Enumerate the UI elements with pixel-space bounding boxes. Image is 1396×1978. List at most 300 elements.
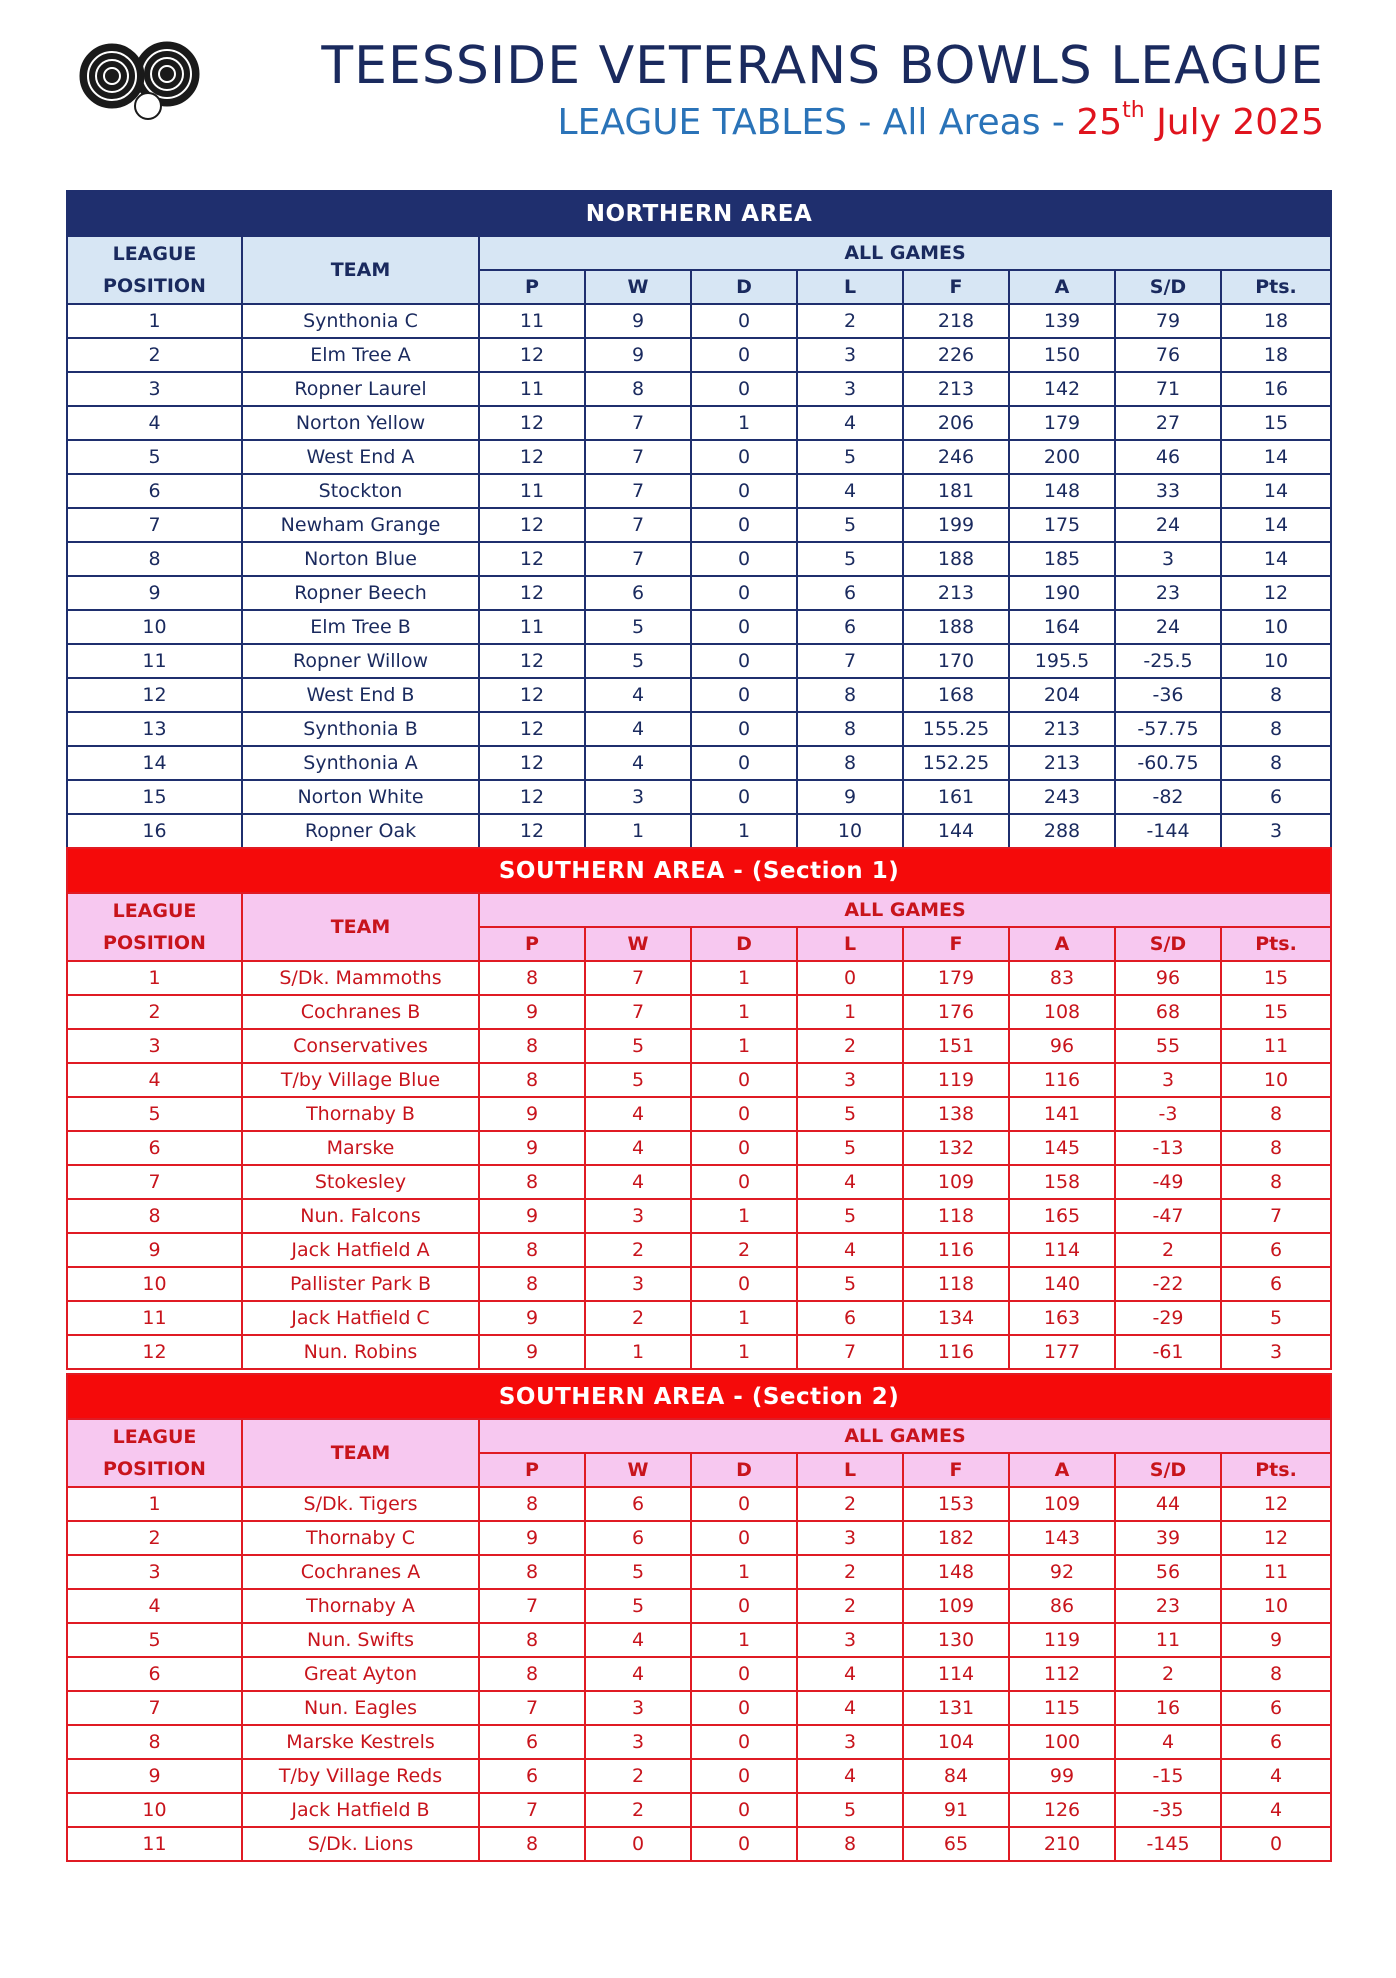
- cell-points: 14: [1221, 440, 1331, 474]
- table-row: [67, 338, 1331, 372]
- cell-lost: 8: [797, 712, 903, 746]
- cell-shot-diff: 55: [1115, 1029, 1221, 1063]
- col-p-header: P: [479, 1453, 585, 1487]
- team-header: TEAM: [242, 893, 479, 961]
- cell-for: 218: [903, 304, 1009, 338]
- cell-lost: 5: [797, 1097, 903, 1131]
- all-games-header: ALL GAMES: [479, 893, 1331, 927]
- cell-against: 100: [1009, 1725, 1115, 1759]
- cell-team: Nun. Falcons: [242, 1199, 479, 1233]
- cell-points: 9: [1221, 1623, 1331, 1657]
- cell-won: 3: [585, 1199, 691, 1233]
- cell-team: Thornaby C: [242, 1521, 479, 1555]
- cell-team: Marske: [242, 1131, 479, 1165]
- cell-points: 7: [1221, 1199, 1331, 1233]
- cell-shot-diff: -25.5: [1115, 644, 1221, 678]
- col-l-header: L: [797, 927, 903, 961]
- cell-position: 2: [67, 995, 242, 1029]
- cell-against: 175: [1009, 508, 1115, 542]
- cell-against: 288: [1009, 814, 1115, 848]
- cell-team: Ropner Beech: [242, 576, 479, 610]
- cell-points: 0: [1221, 1827, 1331, 1861]
- cell-played: 8: [479, 1555, 585, 1589]
- cell-lost: 5: [797, 1793, 903, 1827]
- cell-won: 6: [585, 1521, 691, 1555]
- cell-lost: 3: [797, 1725, 903, 1759]
- cell-played: 12: [479, 814, 585, 848]
- cell-against: 86: [1009, 1589, 1115, 1623]
- cell-shot-diff: 23: [1115, 576, 1221, 610]
- cell-against: 165: [1009, 1199, 1115, 1233]
- cell-lost: 6: [797, 576, 903, 610]
- cell-shot-diff: -144: [1115, 814, 1221, 848]
- cell-won: 2: [585, 1759, 691, 1793]
- cell-position: 1: [67, 304, 242, 338]
- cell-points: 18: [1221, 304, 1331, 338]
- cell-drawn: 0: [691, 712, 797, 746]
- cell-points: 12: [1221, 1521, 1331, 1555]
- cell-position: 11: [67, 1827, 242, 1861]
- cell-played: 12: [479, 338, 585, 372]
- table-row: [67, 576, 1331, 610]
- cell-team: Great Ayton: [242, 1657, 479, 1691]
- cell-drawn: 0: [691, 372, 797, 406]
- cell-won: 4: [585, 746, 691, 780]
- cell-played: 9: [479, 1335, 585, 1369]
- cell-won: 4: [585, 678, 691, 712]
- cell-position: 9: [67, 1759, 242, 1793]
- cell-drawn: 0: [691, 1725, 797, 1759]
- cell-points: 6: [1221, 1725, 1331, 1759]
- cell-shot-diff: 23: [1115, 1589, 1221, 1623]
- cell-shot-diff: -82: [1115, 780, 1221, 814]
- cell-for: 179: [903, 961, 1009, 995]
- cell-won: 9: [585, 338, 691, 372]
- cell-for: 84: [903, 1759, 1009, 1793]
- cell-position: 16: [67, 814, 242, 848]
- cell-against: 158: [1009, 1165, 1115, 1199]
- cell-won: 4: [585, 1131, 691, 1165]
- cell-position: 7: [67, 508, 242, 542]
- cell-drawn: 0: [691, 1759, 797, 1793]
- table-row: [67, 1267, 1331, 1301]
- cell-played: 6: [479, 1759, 585, 1793]
- cell-position: 1: [67, 1487, 242, 1521]
- cell-team: Cochranes B: [242, 995, 479, 1029]
- cell-won: 2: [585, 1301, 691, 1335]
- cell-points: 15: [1221, 961, 1331, 995]
- cell-drawn: 1: [691, 961, 797, 995]
- table-row: [67, 712, 1331, 746]
- cell-shot-diff: 2: [1115, 1233, 1221, 1267]
- cell-against: 139: [1009, 304, 1115, 338]
- cell-points: 3: [1221, 1335, 1331, 1369]
- cell-lost: 5: [797, 1267, 903, 1301]
- cell-played: 12: [479, 508, 585, 542]
- cell-for: 109: [903, 1165, 1009, 1199]
- cell-points: 12: [1221, 576, 1331, 610]
- table-row: [67, 814, 1331, 848]
- cell-against: 108: [1009, 995, 1115, 1029]
- cell-position: 7: [67, 1691, 242, 1725]
- league-position-header: LEAGUE POSITION: [67, 893, 242, 961]
- cell-played: 8: [479, 1657, 585, 1691]
- cell-won: 3: [585, 1725, 691, 1759]
- cell-points: 12: [1221, 1487, 1331, 1521]
- cell-points: 8: [1221, 678, 1331, 712]
- cell-played: 12: [479, 712, 585, 746]
- cell-points: 6: [1221, 1267, 1331, 1301]
- cell-played: 8: [479, 1063, 585, 1097]
- cell-position: 9: [67, 1233, 242, 1267]
- cell-shot-diff: -61: [1115, 1335, 1221, 1369]
- cell-shot-diff: -15: [1115, 1759, 1221, 1793]
- cell-drawn: 0: [691, 610, 797, 644]
- cell-position: 4: [67, 406, 242, 440]
- cell-position: 3: [67, 1029, 242, 1063]
- cell-played: 12: [479, 576, 585, 610]
- cell-lost: 3: [797, 1623, 903, 1657]
- cell-team: Stokesley: [242, 1165, 479, 1199]
- cell-against: 143: [1009, 1521, 1115, 1555]
- page-subtitle: [557, 98, 1324, 143]
- cell-won: 0: [585, 1827, 691, 1861]
- cell-drawn: 1: [691, 1623, 797, 1657]
- cell-against: 204: [1009, 678, 1115, 712]
- cell-points: 6: [1221, 780, 1331, 814]
- cell-won: 7: [585, 995, 691, 1029]
- cell-won: 5: [585, 610, 691, 644]
- cell-won: 7: [585, 474, 691, 508]
- cell-points: 8: [1221, 1097, 1331, 1131]
- league-position-header: LEAGUE POSITION: [67, 1419, 242, 1487]
- cell-for: 213: [903, 576, 1009, 610]
- cell-won: 7: [585, 406, 691, 440]
- cell-position: 12: [67, 678, 242, 712]
- cell-played: 8: [479, 1029, 585, 1063]
- cell-position: 15: [67, 780, 242, 814]
- cell-drawn: 0: [691, 644, 797, 678]
- table-row: [67, 995, 1331, 1029]
- cell-lost: 4: [797, 1691, 903, 1725]
- cell-drawn: 0: [691, 746, 797, 780]
- cell-team: Thornaby A: [242, 1589, 479, 1623]
- table-row: [67, 1725, 1331, 1759]
- cell-drawn: 1: [691, 1199, 797, 1233]
- cell-drawn: 0: [691, 1657, 797, 1691]
- cell-points: 10: [1221, 1063, 1331, 1097]
- table-row: [67, 406, 1331, 440]
- table-row: [67, 1691, 1331, 1725]
- col-sd-header: S/D: [1115, 270, 1221, 304]
- cell-team: Ropner Oak: [242, 814, 479, 848]
- table-row: [67, 1759, 1331, 1793]
- cell-played: 11: [479, 372, 585, 406]
- cell-points: 11: [1221, 1029, 1331, 1063]
- cell-lost: 4: [797, 474, 903, 508]
- cell-drawn: 0: [691, 1589, 797, 1623]
- cell-played: 11: [479, 304, 585, 338]
- cell-for: 226: [903, 338, 1009, 372]
- cell-position: 8: [67, 542, 242, 576]
- cell-against: 148: [1009, 474, 1115, 508]
- cell-shot-diff: 76: [1115, 338, 1221, 372]
- cell-points: 8: [1221, 1131, 1331, 1165]
- cell-points: 4: [1221, 1793, 1331, 1827]
- cell-for: 116: [903, 1233, 1009, 1267]
- cell-team: T/by Village Blue: [242, 1063, 479, 1097]
- cell-lost: 7: [797, 644, 903, 678]
- table-row: [67, 1827, 1331, 1861]
- southern-section1-table: [66, 847, 1332, 1370]
- cell-lost: 3: [797, 372, 903, 406]
- cell-drawn: 0: [691, 1827, 797, 1861]
- league-position-header: LEAGUE POSITION: [67, 236, 242, 304]
- cell-against: 140: [1009, 1267, 1115, 1301]
- cell-shot-diff: -29: [1115, 1301, 1221, 1335]
- cell-for: 104: [903, 1725, 1009, 1759]
- cell-for: 132: [903, 1131, 1009, 1165]
- cell-points: 14: [1221, 542, 1331, 576]
- subtitle-prefix: LEAGUE TABLES - All Areas -: [557, 102, 1077, 143]
- cell-points: 5: [1221, 1301, 1331, 1335]
- cell-played: 7: [479, 1589, 585, 1623]
- cell-lost: 3: [797, 1521, 903, 1555]
- cell-played: 9: [479, 1301, 585, 1335]
- cell-lost: 3: [797, 1063, 903, 1097]
- cell-lost: 5: [797, 508, 903, 542]
- cell-against: 92: [1009, 1555, 1115, 1589]
- cell-shot-diff: 24: [1115, 508, 1221, 542]
- cell-won: 8: [585, 372, 691, 406]
- table-row: [67, 1623, 1331, 1657]
- cell-against: 126: [1009, 1793, 1115, 1827]
- cell-won: 4: [585, 1165, 691, 1199]
- table-row: [67, 304, 1331, 338]
- cell-team: Norton White: [242, 780, 479, 814]
- cell-team: Synthonia A: [242, 746, 479, 780]
- cell-won: 3: [585, 1691, 691, 1725]
- cell-played: 9: [479, 1521, 585, 1555]
- table-row: [67, 1657, 1331, 1691]
- cell-shot-diff: -13: [1115, 1131, 1221, 1165]
- cell-against: 163: [1009, 1301, 1115, 1335]
- cell-won: 1: [585, 1335, 691, 1369]
- table-row: [67, 474, 1331, 508]
- cell-won: 3: [585, 1267, 691, 1301]
- cell-lost: 2: [797, 1589, 903, 1623]
- cell-lost: 4: [797, 406, 903, 440]
- cell-points: 15: [1221, 995, 1331, 1029]
- cell-for: 168: [903, 678, 1009, 712]
- cell-team: Cochranes A: [242, 1555, 479, 1589]
- cell-against: 243: [1009, 780, 1115, 814]
- cell-against: 142: [1009, 372, 1115, 406]
- cell-drawn: 0: [691, 1521, 797, 1555]
- cell-for: 144: [903, 814, 1009, 848]
- cell-shot-diff: -145: [1115, 1827, 1221, 1861]
- cell-for: 109: [903, 1589, 1009, 1623]
- bowls-logo-icon: [74, 34, 204, 124]
- cell-drawn: 0: [691, 508, 797, 542]
- cell-team: Stockton: [242, 474, 479, 508]
- cell-drawn: 0: [691, 542, 797, 576]
- cell-for: 206: [903, 406, 1009, 440]
- table-row: [67, 1165, 1331, 1199]
- table-row: [67, 678, 1331, 712]
- southern-section1-rows: [67, 961, 1331, 1369]
- cell-shot-diff: -47: [1115, 1199, 1221, 1233]
- cell-points: 4: [1221, 1759, 1331, 1793]
- cell-against: 185: [1009, 542, 1115, 576]
- cell-drawn: 0: [691, 678, 797, 712]
- cell-points: 10: [1221, 1589, 1331, 1623]
- cell-played: 8: [479, 1623, 585, 1657]
- cell-points: 8: [1221, 1657, 1331, 1691]
- cell-shot-diff: 24: [1115, 610, 1221, 644]
- table-row: [67, 1589, 1331, 1623]
- cell-against: 119: [1009, 1623, 1115, 1657]
- cell-drawn: 0: [691, 1165, 797, 1199]
- cell-lost: 8: [797, 1827, 903, 1861]
- col-f-header: F: [903, 1453, 1009, 1487]
- cell-played: 6: [479, 1725, 585, 1759]
- cell-team: West End A: [242, 440, 479, 474]
- cell-drawn: 2: [691, 1233, 797, 1267]
- cell-for: 152.25: [903, 746, 1009, 780]
- cell-against: 116: [1009, 1063, 1115, 1097]
- cell-drawn: 0: [691, 1063, 797, 1097]
- cell-position: 6: [67, 1657, 242, 1691]
- cell-won: 7: [585, 508, 691, 542]
- cell-lost: 2: [797, 1555, 903, 1589]
- cell-played: 9: [479, 1131, 585, 1165]
- cell-team: Thornaby B: [242, 1097, 479, 1131]
- cell-shot-diff: 2: [1115, 1657, 1221, 1691]
- table-row: [67, 1063, 1331, 1097]
- cell-drawn: 1: [691, 814, 797, 848]
- cell-position: 2: [67, 1521, 242, 1555]
- cell-played: 7: [479, 1691, 585, 1725]
- cell-points: 11: [1221, 1555, 1331, 1589]
- cell-position: 10: [67, 1267, 242, 1301]
- cell-drawn: 0: [691, 1267, 797, 1301]
- cell-lost: 5: [797, 1199, 903, 1233]
- cell-team: Jack Hatfield B: [242, 1793, 479, 1827]
- cell-drawn: 1: [691, 995, 797, 1029]
- cell-lost: 3: [797, 338, 903, 372]
- cell-lost: 5: [797, 1131, 903, 1165]
- cell-team: Pallister Park B: [242, 1267, 479, 1301]
- cell-team: Newham Grange: [242, 508, 479, 542]
- cell-lost: 10: [797, 814, 903, 848]
- cell-team: Ropner Willow: [242, 644, 479, 678]
- cell-played: 9: [479, 1097, 585, 1131]
- cell-against: 177: [1009, 1335, 1115, 1369]
- cell-for: 213: [903, 372, 1009, 406]
- cell-for: 114: [903, 1657, 1009, 1691]
- cell-played: 12: [479, 644, 585, 678]
- cell-team: Synthonia C: [242, 304, 479, 338]
- cell-against: 114: [1009, 1233, 1115, 1267]
- table-row: [67, 542, 1331, 576]
- cell-against: 213: [1009, 746, 1115, 780]
- cell-against: 99: [1009, 1759, 1115, 1793]
- cell-shot-diff: -36: [1115, 678, 1221, 712]
- cell-points: 6: [1221, 1233, 1331, 1267]
- cell-points: 18: [1221, 338, 1331, 372]
- area-title: SOUTHERN AREA - (Section 1): [67, 848, 1331, 893]
- cell-drawn: 1: [691, 1555, 797, 1589]
- cell-drawn: 1: [691, 406, 797, 440]
- col-w-header: W: [585, 270, 691, 304]
- col-w-header: W: [585, 927, 691, 961]
- cell-position: 5: [67, 1097, 242, 1131]
- cell-against: 145: [1009, 1131, 1115, 1165]
- table-row: [67, 1335, 1331, 1369]
- cell-position: 11: [67, 644, 242, 678]
- col-a-header: A: [1009, 1453, 1115, 1487]
- cell-for: 161: [903, 780, 1009, 814]
- cell-played: 8: [479, 961, 585, 995]
- cell-for: 188: [903, 610, 1009, 644]
- cell-against: 164: [1009, 610, 1115, 644]
- cell-against: 141: [1009, 1097, 1115, 1131]
- cell-played: 12: [479, 440, 585, 474]
- all-games-header: ALL GAMES: [479, 1419, 1331, 1453]
- cell-points: 15: [1221, 406, 1331, 440]
- cell-drawn: 0: [691, 474, 797, 508]
- cell-shot-diff: 68: [1115, 995, 1221, 1029]
- area-title: NORTHERN AREA: [67, 191, 1331, 236]
- cell-position: 4: [67, 1063, 242, 1097]
- col-f-header: F: [903, 270, 1009, 304]
- cell-won: 1: [585, 814, 691, 848]
- cell-lost: 8: [797, 678, 903, 712]
- cell-points: 10: [1221, 610, 1331, 644]
- cell-for: 153: [903, 1487, 1009, 1521]
- col-pts-header: Pts.: [1221, 270, 1331, 304]
- cell-played: 12: [479, 406, 585, 440]
- table-row: [67, 440, 1331, 474]
- cell-for: 91: [903, 1793, 1009, 1827]
- cell-points: 8: [1221, 746, 1331, 780]
- cell-position: 9: [67, 576, 242, 610]
- cell-for: 182: [903, 1521, 1009, 1555]
- cell-against: 190: [1009, 576, 1115, 610]
- team-header: TEAM: [242, 236, 479, 304]
- cell-shot-diff: 44: [1115, 1487, 1221, 1521]
- cell-team: Nun. Eagles: [242, 1691, 479, 1725]
- cell-against: 112: [1009, 1657, 1115, 1691]
- area-title: SOUTHERN AREA - (Section 2): [67, 1374, 1331, 1419]
- cell-lost: 6: [797, 1301, 903, 1335]
- cell-against: 195.5: [1009, 644, 1115, 678]
- cell-played: 12: [479, 678, 585, 712]
- cell-played: 11: [479, 474, 585, 508]
- cell-shot-diff: 79: [1115, 304, 1221, 338]
- cell-for: 155.25: [903, 712, 1009, 746]
- cell-shot-diff: 56: [1115, 1555, 1221, 1589]
- cell-position: 6: [67, 1131, 242, 1165]
- cell-shot-diff: 4: [1115, 1725, 1221, 1759]
- table-row: [67, 644, 1331, 678]
- cell-for: 131: [903, 1691, 1009, 1725]
- cell-position: 12: [67, 1335, 242, 1369]
- cell-won: 5: [585, 1063, 691, 1097]
- cell-won: 5: [585, 644, 691, 678]
- cell-shot-diff: -3: [1115, 1097, 1221, 1131]
